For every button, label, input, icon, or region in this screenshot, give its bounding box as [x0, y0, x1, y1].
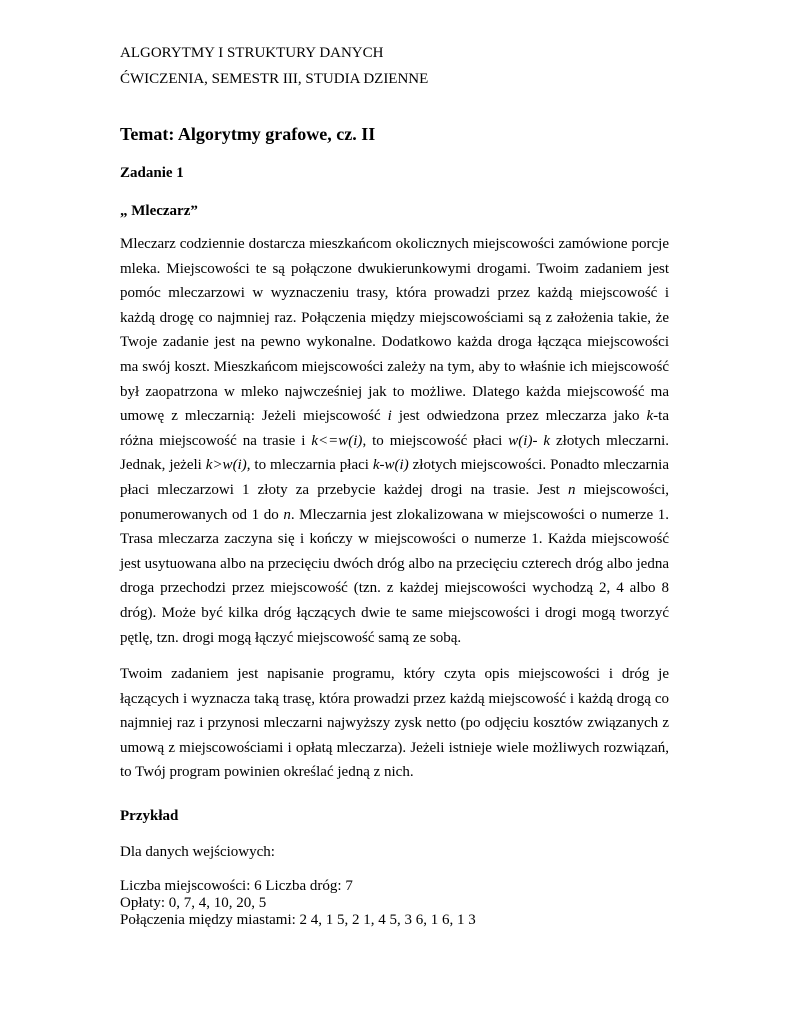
- task-description-paragraph: [120, 232, 669, 650]
- text-run: -ta różna miejscowość na trasie i: [120, 408, 669, 449]
- task-goal-paragraph: Twoim zadaniem jest napisanie programu, który czyta opis miejscowości i dróg je łączących i wyznacza taką trasę, która prowadzi przez każdą miejscowość i każdą drogą co najmniej raz i przynosi mleczarni najwyższy zysk netto (po odjęciu kosztów związanych z umową z miejscowościami i opłatą mleczarza). Jeżeli istnieje wiele możliwych rozwiązań, to Twój program powinien określać jedną z nich.: [120, 666, 669, 781]
- variable-n: n: [283, 506, 291, 523]
- course-subtitle: ĆWICZENIA, SEMESTR III, STUDIA DZIENNE: [120, 71, 429, 87]
- text-run: Mleczarz codziennie dostarcza mieszkańcom okolicznych miejscowości zamówione porcje mleka. Miejscowości te są połączone dwukierunkowymi drogami. Twoim zadaniem jest pomóc mleczarzowi w wyznaczeniu trasy, która prowadzi przez każdą miejscowość i każdą drogę co najmniej raz. Połączenia między miejscowościami są z założenia takie, że Twoje zadanie jest na pewno wykonalne. Dodatkowo każda droga łącząca miejscowości ma swój koszt. Mieszkańcom miejscowości zależy na tym, aby to właśnie ich miejscowość był zaopatrzona w mleko najwcześniej jak to możliwe. Dlatego każda miejscowość ma umowę z mleczarnią: Jeżeli miejscowość: [120, 236, 669, 425]
- text-run: jest odwiedzona przez mleczarza jako: [391, 408, 647, 425]
- variable-n: n: [567, 481, 576, 498]
- text-run: , to miejscowość płaci: [362, 432, 509, 449]
- example-intro: Dla danych wejściowych:: [120, 844, 275, 861]
- text-run: złotych miejscowości. Ponadto mleczarnia płaci mleczarzowi 1 złoty za przebycie każdej drogi na trasie. Jest: [120, 457, 669, 498]
- course-title: ALGORYTMY I STRUKTURY DANYCH: [120, 45, 384, 61]
- example-line-fees: Opłaty: 0, 7, 4, 10, 20, 5: [120, 895, 267, 912]
- task-name: „ Mleczarz”: [120, 203, 198, 219]
- example-line-connections: Połączenia między miastami: 2 4, 1 5, 2 1, 4 5, 3 6, 1 6, 1 3: [120, 912, 476, 929]
- variable-i: i: [387, 408, 392, 425]
- page-title: Temat: Algorytmy grafowe, cz. II: [120, 124, 376, 144]
- text-run: . Mleczarnia jest zlokalizowana w miejscowości o numerze 1. Trasa mleczarza zaczyna się i kończy w miejscowości o numerze 1. Każda miejscowość jest usytuowana albo na przecięciu dwóch dróg albo na przecięciu czterech dróg albo jedna droga przechodzi przez miejscowość (tzn. z każdej miejscowości wychodzą 2, 4 albo 8 dróg). Może być kilka dróg łączących dwie te same miejscowości i drogi mogą tworzyć pętlę, tzn. drogi mogą łączyć miejscowość samą ze sobą.: [120, 506, 670, 646]
- text-run: , to mleczarnia płaci: [246, 457, 373, 474]
- formula-payment-1: w(i)- k: [508, 432, 551, 449]
- formula-condition-2: k>w(i): [205, 457, 247, 474]
- text-run: miejscowości, ponumerowanych od 1 do: [120, 481, 669, 523]
- variable-k: k: [646, 408, 654, 425]
- formula-payment-2: k-w(i): [372, 457, 409, 474]
- formula-condition-1: k<=w(i): [311, 432, 363, 449]
- example-heading: Przykład: [120, 808, 179, 825]
- text-run: złotych mleczarni. Jednak, jeżeli: [120, 432, 669, 474]
- task-heading: Zadanie 1: [120, 165, 184, 181]
- example-input-data: [120, 878, 669, 929]
- example-line-counts: Liczba miejscowości: 6 Liczba dróg: 7: [120, 878, 353, 895]
